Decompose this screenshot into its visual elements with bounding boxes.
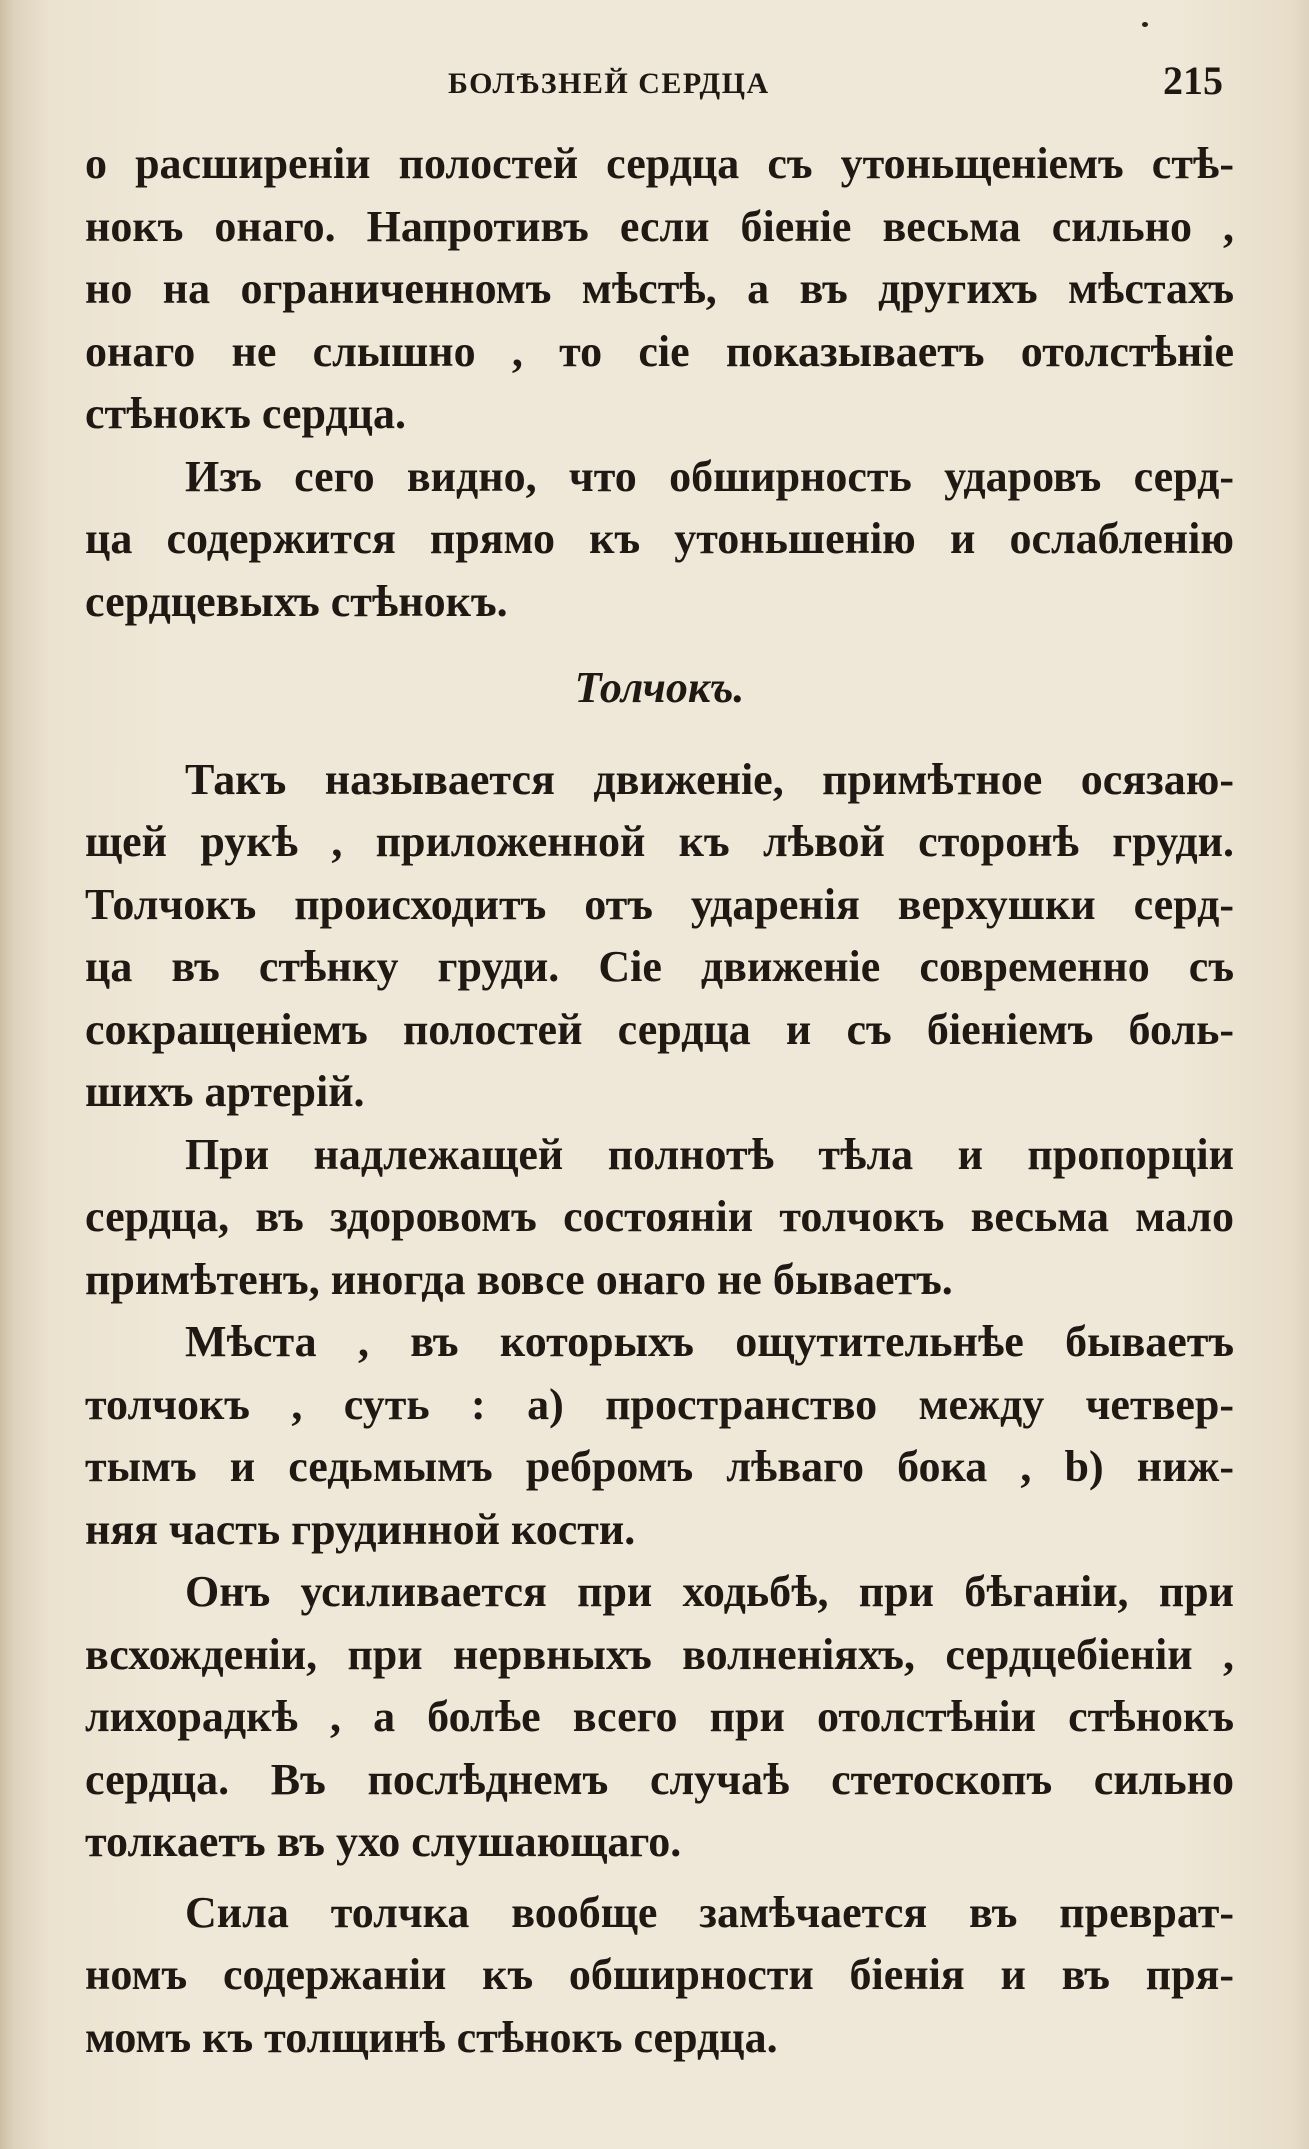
text-line: ца въ стѣнку груди. Сіе движеніе современно съ <box>85 942 1234 991</box>
running-head <box>0 56 1309 110</box>
text-line: лихорадкѣ , а болѣе всего при отолстѣніи стѣнокъ <box>85 1692 1234 1741</box>
text-line: няя часть грудинной кости. <box>85 1504 636 1554</box>
section-heading: Толчокъ. <box>574 663 745 712</box>
text-line: Онъ усиливается при ходьбѣ, при бѣганіи, при <box>185 1567 1234 1616</box>
text-line: сердца, въ здоровомъ состояніи толчокъ весьма мало <box>85 1192 1234 1241</box>
paragraph <box>85 1124 1234 1312</box>
text-line: о расширеніи полостей сердца съ утоньщеніемъ стѣ- <box>85 139 1234 188</box>
text-line: сердца. Въ послѣднемъ случаѣ стетоскопъ сильно <box>85 1754 1234 1804</box>
paragraph <box>85 1882 1234 2070</box>
text-line: сокращеніемъ полостей сердца и съ біеніемъ боль- <box>85 1004 1234 1054</box>
text-block <box>85 133 1234 2069</box>
running-title: БОЛѢЗНЕЙ СЕРДЦА <box>448 67 770 100</box>
text-line: тымъ и седьмымъ ребромъ лѣваго бока , b) ниж- <box>85 1442 1234 1491</box>
text-line: но на ограниченномъ мѣстѣ, а въ другихъ мѣстахъ <box>85 264 1234 313</box>
text-line: толкаетъ въ ухо слушающаго. <box>85 1817 682 1866</box>
text-line: номъ содержаніи къ обширности біенія и въ пря- <box>85 1950 1234 1999</box>
text-line: момъ къ толщинѣ стѣнокъ сердца. <box>85 2012 778 2062</box>
paragraph <box>85 133 1234 446</box>
text-line: Мѣста , въ которыхъ ощутительнѣе бываетъ <box>185 1317 1234 1366</box>
text-line: примѣтенъ, иногда вовсе онаго не бываетъ. <box>85 1254 953 1304</box>
paragraph <box>85 1311 1234 1561</box>
paragraph <box>85 749 1234 1124</box>
text-line: шихъ артерій. <box>85 1067 365 1116</box>
text-line: стѣнокъ сердца. <box>85 389 406 438</box>
text-line: всхожденіи, при нервныхъ волненіяхъ, сердцебіеніи , <box>85 1629 1234 1679</box>
paragraph <box>85 446 1234 634</box>
text-line: нокъ онаго. Напротивъ если біеніе весьма сильно , <box>85 201 1234 251</box>
text-line: сердцевыхъ стѣнокъ. <box>85 576 508 626</box>
text-line: щей рукѣ , приложенной къ лѣвой сторонѣ груди. <box>85 817 1234 866</box>
text-line: Сила толчка вообще замѣчается въ преврат- <box>185 1887 1234 1937</box>
text-line: онаго не слышно , то сіе показываетъ отолстѣніе <box>85 326 1234 376</box>
text-line: толчокъ , суть : a) пространство между четвер- <box>85 1379 1234 1429</box>
ink-speck <box>1142 22 1148 27</box>
text-line: Изъ сего видно, что обширность ударовъ серд- <box>185 451 1234 501</box>
text-line: Толчокъ происходитъ отъ ударенія верхушки серд- <box>85 879 1234 929</box>
paragraph <box>85 1561 1234 1874</box>
text-line: При надлежащей полнотѣ тѣла и пропорціи <box>185 1129 1234 1179</box>
text-line: Такъ называется движеніе, примѣтное осязаю- <box>185 754 1234 804</box>
page-number: 215 <box>1163 58 1223 103</box>
text-line: ца содержится прямо къ утоньшенію и ослабленію <box>85 514 1234 563</box>
